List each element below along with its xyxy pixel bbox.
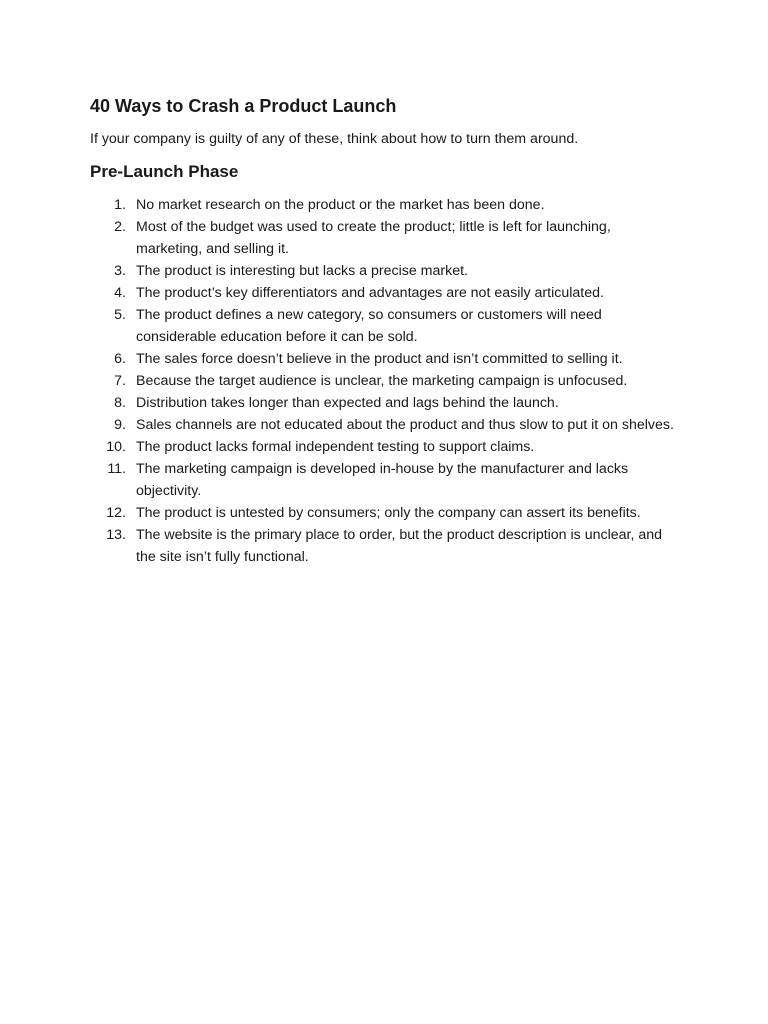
list-item: [90, 458, 680, 502]
item-text: The website is the primary place to order, but the product description is unclear, and the site isn’t fully functional.: [136, 527, 663, 565]
item-number: 11.: [107, 461, 126, 477]
item-text: The sales force doesn’t believe in the product and isn’t committed to selling it.: [136, 351, 623, 367]
pre-launch-list: [90, 194, 680, 568]
item-number: 3.: [114, 263, 126, 279]
item-text: The marketing campaign is developed in-house by the manufacturer and lacks objectivity.: [136, 461, 629, 499]
item-text: Because the target audience is unclear, the marketing campaign is unfocused.: [136, 373, 628, 389]
list-item: [90, 304, 680, 348]
item-text: The product is untested by consumers; only the company can assert its benefits.: [136, 505, 641, 521]
section-heading-pre-launch: Pre-Launch Phase: [90, 162, 239, 181]
item-text: The product is interesting but lacks a precise market.: [136, 263, 468, 279]
list-item: [90, 348, 680, 370]
item-text: No market research on the product or the market has been done.: [136, 197, 545, 213]
intro-paragraph: If your company is guilty of any of these, think about how to turn them around.: [90, 131, 579, 147]
document-content: [90, 94, 680, 568]
item-text: The product’s key differentiators and advantages are not easily articulated.: [136, 285, 604, 301]
item-text: Sales channels are not educated about the product and thus slow to put it on shelves.: [136, 417, 674, 433]
item-number: 2.: [114, 219, 126, 235]
list-item: [90, 436, 680, 458]
list-item: [90, 502, 680, 524]
item-number: 5.: [114, 307, 126, 323]
item-number: 8.: [114, 395, 126, 411]
item-number: 4.: [114, 285, 126, 301]
item-number: 1.: [114, 197, 126, 213]
item-text: The product defines a new category, so consumers or customers will need considerable education before it can be sold.: [136, 307, 602, 345]
item-text: The product lacks formal independent testing to support claims.: [136, 439, 535, 455]
list-item: [90, 194, 680, 216]
list-item: [90, 392, 680, 414]
item-number: 12.: [106, 505, 126, 521]
list-item: [90, 370, 680, 392]
item-number: 6.: [114, 351, 126, 367]
item-number: 9.: [114, 417, 126, 433]
item-text: Most of the budget was used to create the product; little is left for launching, marketing, and selling it.: [136, 219, 611, 257]
list-item: [90, 260, 680, 282]
list-item: [90, 216, 680, 260]
item-text: Distribution takes longer than expected and lags behind the launch.: [136, 395, 559, 411]
list-item: [90, 282, 680, 304]
item-number: 10.: [106, 439, 126, 455]
item-number: 7.: [114, 373, 126, 389]
list-item: [90, 414, 680, 436]
item-number: 13.: [106, 527, 126, 543]
document-title: 40 Ways to Crash a Product Launch: [90, 96, 397, 116]
list-item: [90, 524, 680, 568]
